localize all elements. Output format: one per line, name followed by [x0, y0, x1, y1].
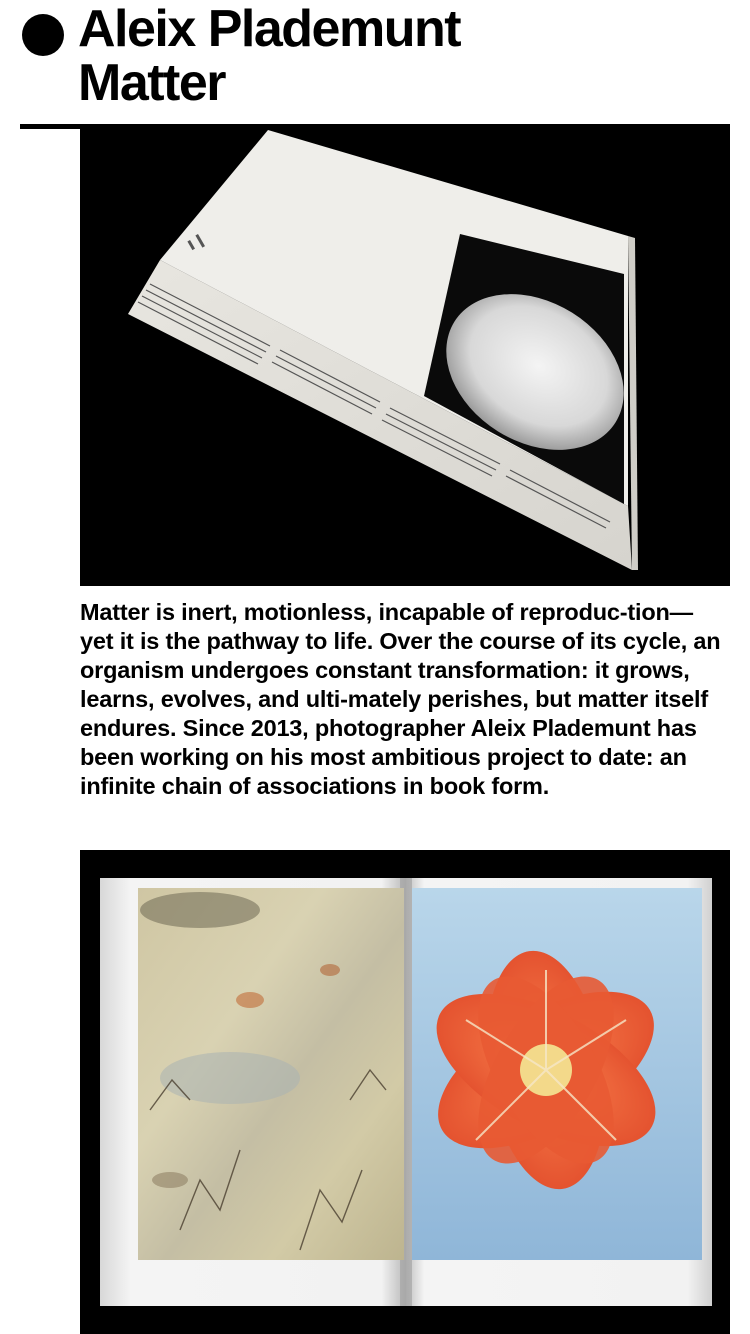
book-cover-image — [80, 124, 730, 586]
page-header — [0, 0, 750, 130]
book-spread-image — [80, 850, 730, 1334]
page-title — [78, 2, 460, 110]
header-rule — [20, 124, 80, 129]
book-description: Matter is inert, motionless, incapable of reproduc-tion—yet it is the pathway to life. Over the course of its cycle, an organism undergoes constant transformation: it grows, learns, evolves, and ulti-mately perishes, but matter itself endures. Since 2013, photographer Aleix Plademunt has been working on his most ambitious project to date: an infinite chain of associations in book form. — [80, 599, 721, 799]
title-line-book: Matter — [78, 54, 226, 112]
bullet-icon — [22, 14, 64, 56]
title-line-artist: Aleix Plademunt — [78, 0, 461, 58]
